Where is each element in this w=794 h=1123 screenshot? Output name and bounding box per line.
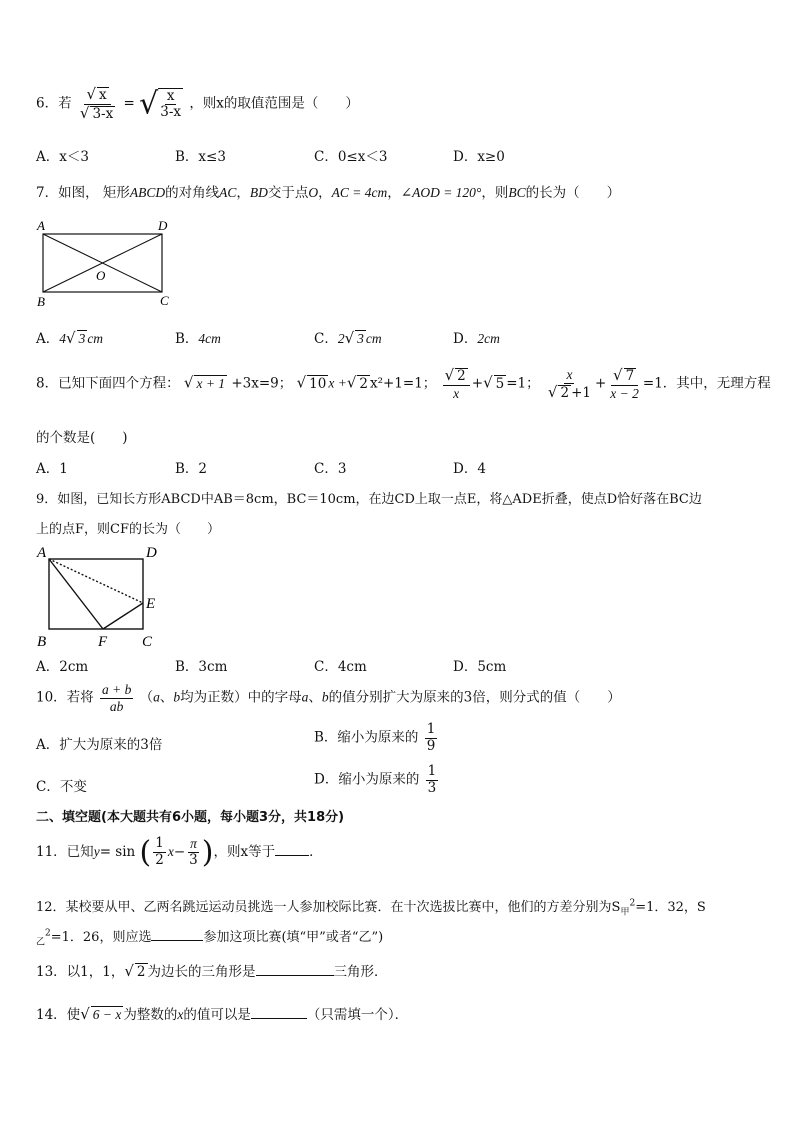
q10-option-d-fraction — [426, 764, 439, 796]
q13-mid: 为边长的三角形是 — [147, 964, 256, 980]
q7-angle: ∠AOD = 120° — [400, 185, 482, 200]
q7-bc: BC — [508, 185, 526, 200]
q14-prefix: 14．使 — [36, 1007, 81, 1023]
q7-option-b[interactable] — [175, 327, 221, 347]
q8-eq3-plus: + — [471, 375, 484, 392]
q7-ac-eq: AC = 4cm — [331, 185, 388, 200]
q10-option-b-den: 9 — [426, 737, 436, 754]
q8-eq2-radicand-2: 2 — [359, 375, 368, 392]
q8-option-a[interactable]: A．1 — [36, 461, 68, 477]
q10-prefix: 10．若将 — [36, 689, 94, 706]
q7-option-a-rad: 3 — [78, 331, 86, 346]
question-7 — [36, 181, 620, 201]
q8-prefix: 8．已知下面四个方程： — [36, 375, 180, 392]
q10-option-c[interactable]: C．不变 — [36, 779, 87, 795]
q7-text-a: 7．如图， 矩形 — [36, 185, 130, 201]
q8-eq3-num: 2 — [457, 368, 466, 384]
q7-option-c-unit: cm — [365, 331, 382, 346]
question-11: 11．已知y= sin ( $\frac{1}{2}$ x− $\frac{\pi}{3}$ )，则x等于 ． — [36, 835, 323, 870]
q6-rhs-num: x — [166, 87, 175, 104]
q7-ac: AC — [219, 185, 237, 200]
q10-a2: a — [301, 689, 309, 705]
q8-eq4-fraction-1: $\frac{x}{√ 2 +1}$ — [547, 367, 591, 401]
q11-answer-blank[interactable] — [275, 843, 309, 856]
question-14: 14．使√ 6 − x 为整数的x的值可以是 （只需填一个）． — [36, 1005, 409, 1023]
q9-label-e: E — [146, 596, 156, 612]
q9-option-c[interactable]: C．4cm — [314, 659, 367, 675]
q7-text-b: 的对角线 — [165, 185, 220, 201]
q7-option-d-letter: D． — [453, 331, 478, 347]
q9-rectangle-figure — [34, 540, 164, 652]
q8-eq4-den-1-rad: 2 — [560, 384, 570, 401]
q8-eq2-rest: x²+1=1； — [369, 375, 437, 392]
q11-pi-num: π — [190, 836, 197, 852]
q7-option-b-coef: 4 — [198, 331, 206, 346]
q10-option-b-num: 1 — [426, 721, 436, 737]
q7-option-a-coef: 4 — [59, 331, 66, 346]
q8-option-d[interactable]: D．4 — [453, 461, 486, 477]
q9-label-c: C — [142, 634, 153, 650]
q8-eq2-radicand-1: 10 — [309, 375, 327, 392]
q10-text-c: 均为正数）中的字母 — [180, 689, 302, 706]
q8-eq3-fraction: $\frac{√ 2}{x}$ — [443, 367, 470, 401]
q7-text-c: 交于点 — [267, 185, 309, 201]
q8-eq1-rest: +3x=9； — [227, 375, 293, 392]
q8-eq3-radicand: 5 — [495, 375, 505, 392]
q13-end: 三角形． — [333, 964, 388, 980]
q10-text-d: 、 — [308, 689, 322, 706]
q7-option-c-letter: C． — [314, 331, 338, 347]
q7-comma-1: ， — [236, 185, 250, 201]
q6-option-c[interactable]: C．0≤x＜3 — [314, 149, 388, 165]
q14-answer-blank[interactable] — [251, 1006, 307, 1019]
q6-lhs-fraction: $\frac{√ x}{√ 3-x}$ — [79, 85, 114, 122]
q13-answer-blank[interactable] — [256, 963, 334, 976]
q7-text-d: ，则 — [481, 185, 509, 201]
q11-prefix: 11．已知 — [36, 844, 94, 860]
q9-line-2: 上的点F，则CF的长为（ ） — [36, 522, 220, 537]
q8-eq4-den-2: x − 2 — [610, 385, 639, 401]
q10-option-d-num: 1 — [427, 763, 437, 779]
q11-half-fraction — [153, 836, 166, 868]
question-10 — [36, 682, 621, 714]
q6-lhs-num: x — [99, 87, 107, 103]
q9-line-1: 9．如图，已知长方形ABCD中AB＝8cm，BC＝10cm，在边CD上取一点E，将△ADE折叠，使点D恰好落在BC边 — [36, 492, 702, 507]
q10-option-d[interactable] — [314, 764, 440, 796]
q6-option-b[interactable]: B．x≤3 — [175, 149, 226, 165]
q7-rectangle-figure — [34, 216, 184, 308]
q11-half-den: 2 — [155, 852, 164, 868]
question-6: 6．若 $\frac{√ x}{√ 3-x}$ = √ $\frac{x}{3-x}$ ，则x的取值范围是（ ） — [36, 85, 359, 122]
q13-radicand: 2 — [136, 964, 146, 980]
q7-text-e: 的长为（ ） — [525, 185, 621, 201]
q14-end: （只需填一个）． — [306, 1007, 409, 1023]
q8-option-c[interactable]: C．3 — [314, 461, 347, 477]
q7-comma-2: ， — [318, 185, 332, 201]
q10-option-d-den: 3 — [427, 779, 437, 796]
q10-option-a[interactable]: A．扩大为原来的3倍 — [36, 737, 163, 753]
q11-x: x — [167, 844, 174, 859]
q7-label-b: B — [37, 294, 45, 308]
q7-abcd: ABCD — [129, 185, 166, 200]
q6-rhs-fraction — [158, 88, 183, 121]
q7-label-o: O — [96, 268, 106, 283]
q12-line-1-end: =1．32，S — [635, 900, 706, 915]
q6-prefix: 6．若 — [36, 95, 72, 112]
q7-option-b-unit: cm — [205, 331, 221, 346]
q6-rhs-den: 3-x — [160, 104, 182, 121]
q7-label-d: D — [158, 218, 168, 233]
q8-eq3-rest: =1； — [506, 375, 540, 392]
q10-option-b[interactable] — [314, 722, 439, 754]
q14-x: x — [177, 1007, 184, 1022]
q9-label-d: D — [146, 545, 157, 561]
q7-option-d-coef: 2 — [477, 331, 485, 346]
section-2-heading: 二、填空题(本大题共有6小题，每小题3分，共18分) — [36, 810, 345, 825]
q10-text-a: （ — [139, 689, 154, 706]
q12-sub-1: 甲 — [620, 907, 630, 918]
q11-eq-sin: = sin — [99, 844, 136, 860]
q9-option-a[interactable]: A．2cm — [36, 659, 89, 675]
q7-label-a: A — [37, 218, 45, 233]
q12-line-2-mid: =1．26，则应选 — [50, 930, 152, 945]
q7-option-a-letter: A． — [36, 331, 60, 347]
q7-option-b-letter: B． — [175, 331, 199, 347]
q8-eq4-num-1: x — [566, 367, 573, 382]
q10-fraction — [100, 682, 133, 714]
q8-eq4-plus: + — [594, 375, 607, 392]
q10-text-b: 、 — [159, 689, 174, 706]
q7-o: O — [308, 185, 319, 200]
q11-pi-fraction — [187, 836, 200, 868]
q11-half-num: 1 — [155, 835, 164, 852]
q8-eq4-rest: =1．其中，无理方程 — [642, 375, 771, 392]
q8-eq4-num-2: 7 — [625, 368, 635, 384]
q14-mid-2: 的值可以是 — [183, 1007, 251, 1023]
q12-sup-1: 2 — [629, 898, 636, 909]
q10-b2: b — [321, 689, 329, 705]
q9-option-d[interactable]: D．5cm — [453, 659, 507, 675]
q10-option-b-fraction — [425, 722, 438, 754]
q8-eq1-radicand: x + 1 — [196, 375, 226, 391]
q7-option-c[interactable]: C．2√ 3 cm — [314, 329, 382, 347]
q6-option-d[interactable]: D．x≥0 — [453, 149, 505, 165]
q12-sub-2: 乙 — [36, 937, 46, 948]
q7-comma-3: ， — [387, 185, 401, 201]
q10-frac-den: ab — [109, 698, 124, 714]
q9-label-a: A — [37, 545, 47, 561]
q12-sup-2: 2 — [45, 928, 51, 939]
q12-line-2 — [36, 926, 383, 948]
q6-equals: = — [123, 95, 135, 112]
q7-bd: BD — [249, 185, 268, 200]
q12-answer-blank[interactable] — [151, 928, 203, 941]
q12-line-1 — [36, 896, 706, 918]
q10-option-d-text: D．缩小为原来的 — [314, 771, 420, 788]
q13-prefix: 13．以1，1， — [36, 964, 125, 980]
q8-eq4-fraction-2: $\frac{√ 7}{x - 2}$ — [610, 366, 639, 401]
question-8: 8．已知下面四个方程： √ x + 1 +3x=9； √ 10 x +√ 2 x²+1=1； $\frac{√ 2}{x}$ +√ 5 =1； $\frac{x}{√ 2 +1}$ + $\frac{√ 7}{x - 2}$ =1．其中，无理方程 — [36, 366, 771, 401]
q10-option-b-text: B．缩小为原来的 — [314, 729, 419, 746]
q8-eq3-den: x — [453, 385, 460, 401]
question-13: 13．以1，1，√ 2 为边长的三角形是 三角形． — [36, 962, 388, 980]
q6-option-a[interactable]: A．x＜3 — [36, 149, 89, 165]
q12-line-1-text: 12．某校要从甲、乙两名跳远运动员挑选一人参加校际比赛．在十次选拔比赛中，他们的方差分别为S — [36, 900, 621, 915]
q7-option-a-unit: cm — [87, 331, 104, 346]
q7-option-c-coef: 2 — [337, 331, 345, 346]
q7-label-c: C — [160, 293, 169, 308]
q8-line-2: 的个数是( ) — [36, 430, 128, 446]
q10-b: b — [173, 689, 181, 705]
q8-option-b[interactable]: B．2 — [175, 461, 208, 477]
q11-suffix: ，则x等于 — [213, 844, 276, 860]
q12-line-2-end: 参加这项比赛(填“甲”或者“乙”) — [203, 930, 384, 945]
q8-eq2-mid: x + — [328, 375, 347, 391]
q7-option-c-rad: 3 — [357, 331, 364, 346]
q7-option-d-unit: cm — [484, 331, 500, 346]
q11-end: ． — [309, 844, 323, 860]
q10-text-e: 的值分别扩大为原来的3倍，则分式的值（ ） — [328, 689, 621, 706]
q6-suffix: ，则x的取值范围是（ ） — [189, 95, 359, 112]
q14-radicand: 6 − x — [92, 1007, 122, 1022]
q9-label-f: F — [98, 634, 108, 650]
q11-pi-den: 3 — [189, 852, 198, 868]
q14-mid: 为整数的 — [123, 1007, 178, 1023]
q11-minus: − — [173, 844, 186, 860]
q10-frac-num: a + b — [101, 682, 132, 697]
q6-lhs-den: 3-x — [92, 105, 114, 122]
q7-option-d[interactable] — [453, 327, 500, 347]
q9-option-b[interactable]: B．3cm — [175, 659, 228, 675]
q9-label-b: B — [37, 634, 47, 650]
q7-option-a[interactable]: A．4√ 3 cm — [36, 329, 104, 347]
q11-y: y — [93, 844, 100, 859]
q8-eq4-den-1-rest: +1 — [571, 384, 591, 401]
q10-a: a — [153, 689, 160, 705]
